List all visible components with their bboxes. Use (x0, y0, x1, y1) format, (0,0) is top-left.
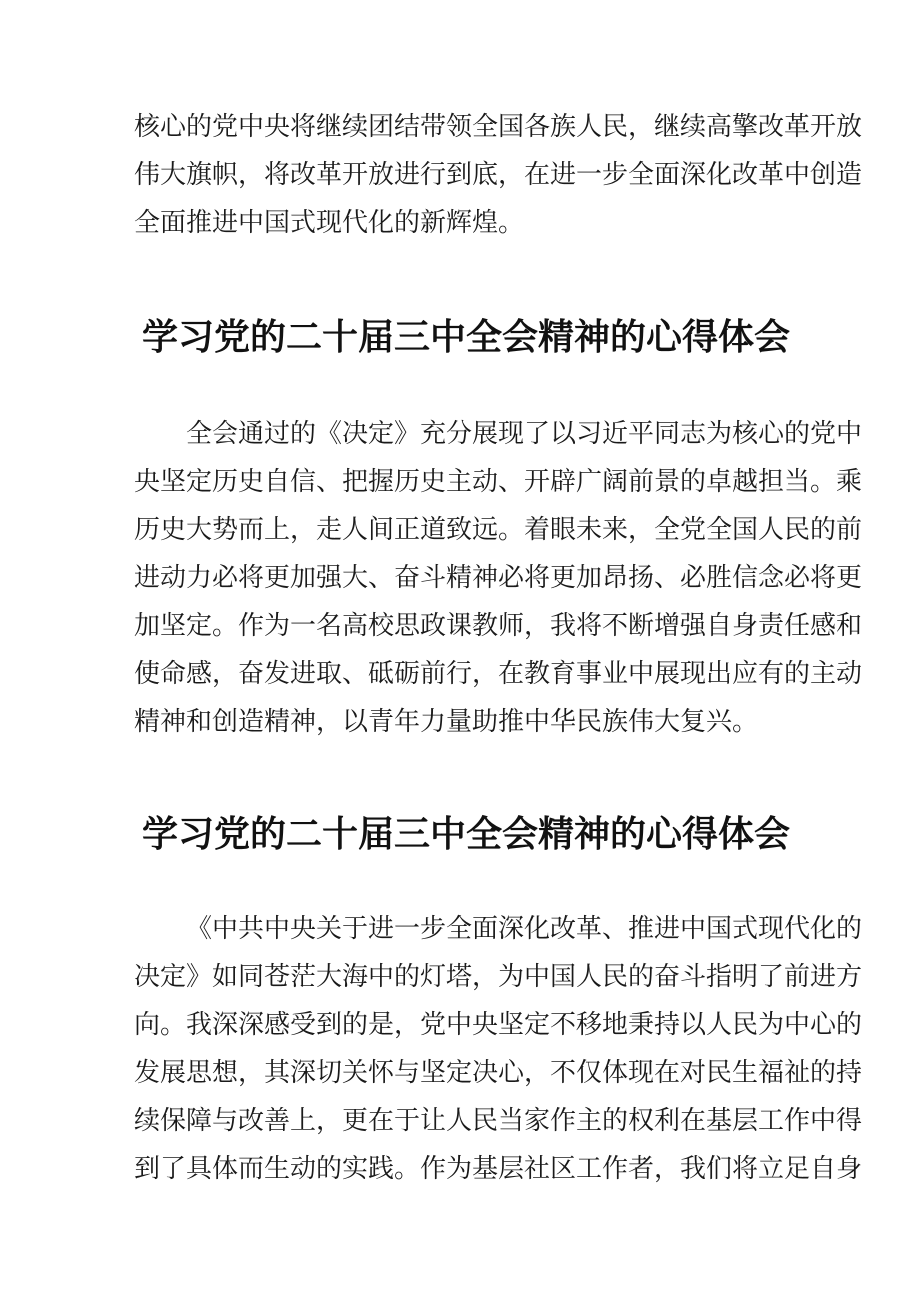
section-1-paragraph (134, 410, 863, 746)
paragraph-line: 决定》如同苍茫大海中的灯塔，为中国人民的奋斗指明了前进方 (134, 962, 863, 992)
paragraph-line: 核心的党中央将继续团结带领全国各族人民，继续高擎改革开放 (134, 112, 863, 142)
paragraph-line: 伟大旗帜，将改革开放进行到底，在进一步全面深化改革中创造 (134, 160, 863, 190)
section-2-paragraph (134, 905, 863, 1193)
section-heading: 学习党的二十届三中全会精神的心得体会 (142, 317, 791, 358)
paragraph-line: 续保障与改善上，更在于让人民当家作主的权利在基层工作中得 (134, 1106, 863, 1136)
paragraph-line: 全面推进中国式现代化的新辉煌。 (134, 208, 525, 238)
paragraph-line: 精神和创造精神，以青年力量助推中华民族伟大复兴。 (134, 707, 759, 737)
paragraph-line: 《中共中央关于进一步全面深化改革、推进中国式现代化的 (186, 914, 863, 944)
intro-paragraph (134, 103, 863, 247)
section-heading: 学习党的二十届三中全会精神的心得体会 (142, 814, 791, 855)
paragraph-line: 向。我深深感受到的是，党中央坚定不移地秉持以人民为中心的 (134, 1010, 863, 1040)
paragraph-line: 历史大势而上，走人间正道致远。着眼未来，全党全国人民的前 (134, 515, 863, 545)
paragraph-line: 央坚定历史自信、把握历史主动、开辟广阔前景的卓越担当。乘 (134, 467, 863, 497)
paragraph-line: 发展思想，其深切关怀与坚定决心，不仅体现在对民生福祉的持 (134, 1058, 863, 1088)
paragraph-line: 进动力必将更加强大、奋斗精神必将更加昂扬、必胜信念必将更 (134, 563, 863, 593)
paragraph-line: 到了具体而生动的实践。作为基层社区工作者，我们将立足自身 (134, 1154, 863, 1184)
paragraph-line: 使命感，奋发进取、砥砺前行，在教育事业中展现出应有的主动 (134, 659, 863, 689)
paragraph-line: 加坚定。作为一名高校思政课教师，我将不断增强自身责任感和 (134, 611, 863, 641)
paragraph-line: 全会通过的《决定》充分展现了以习近平同志为核心的党中 (186, 419, 863, 449)
